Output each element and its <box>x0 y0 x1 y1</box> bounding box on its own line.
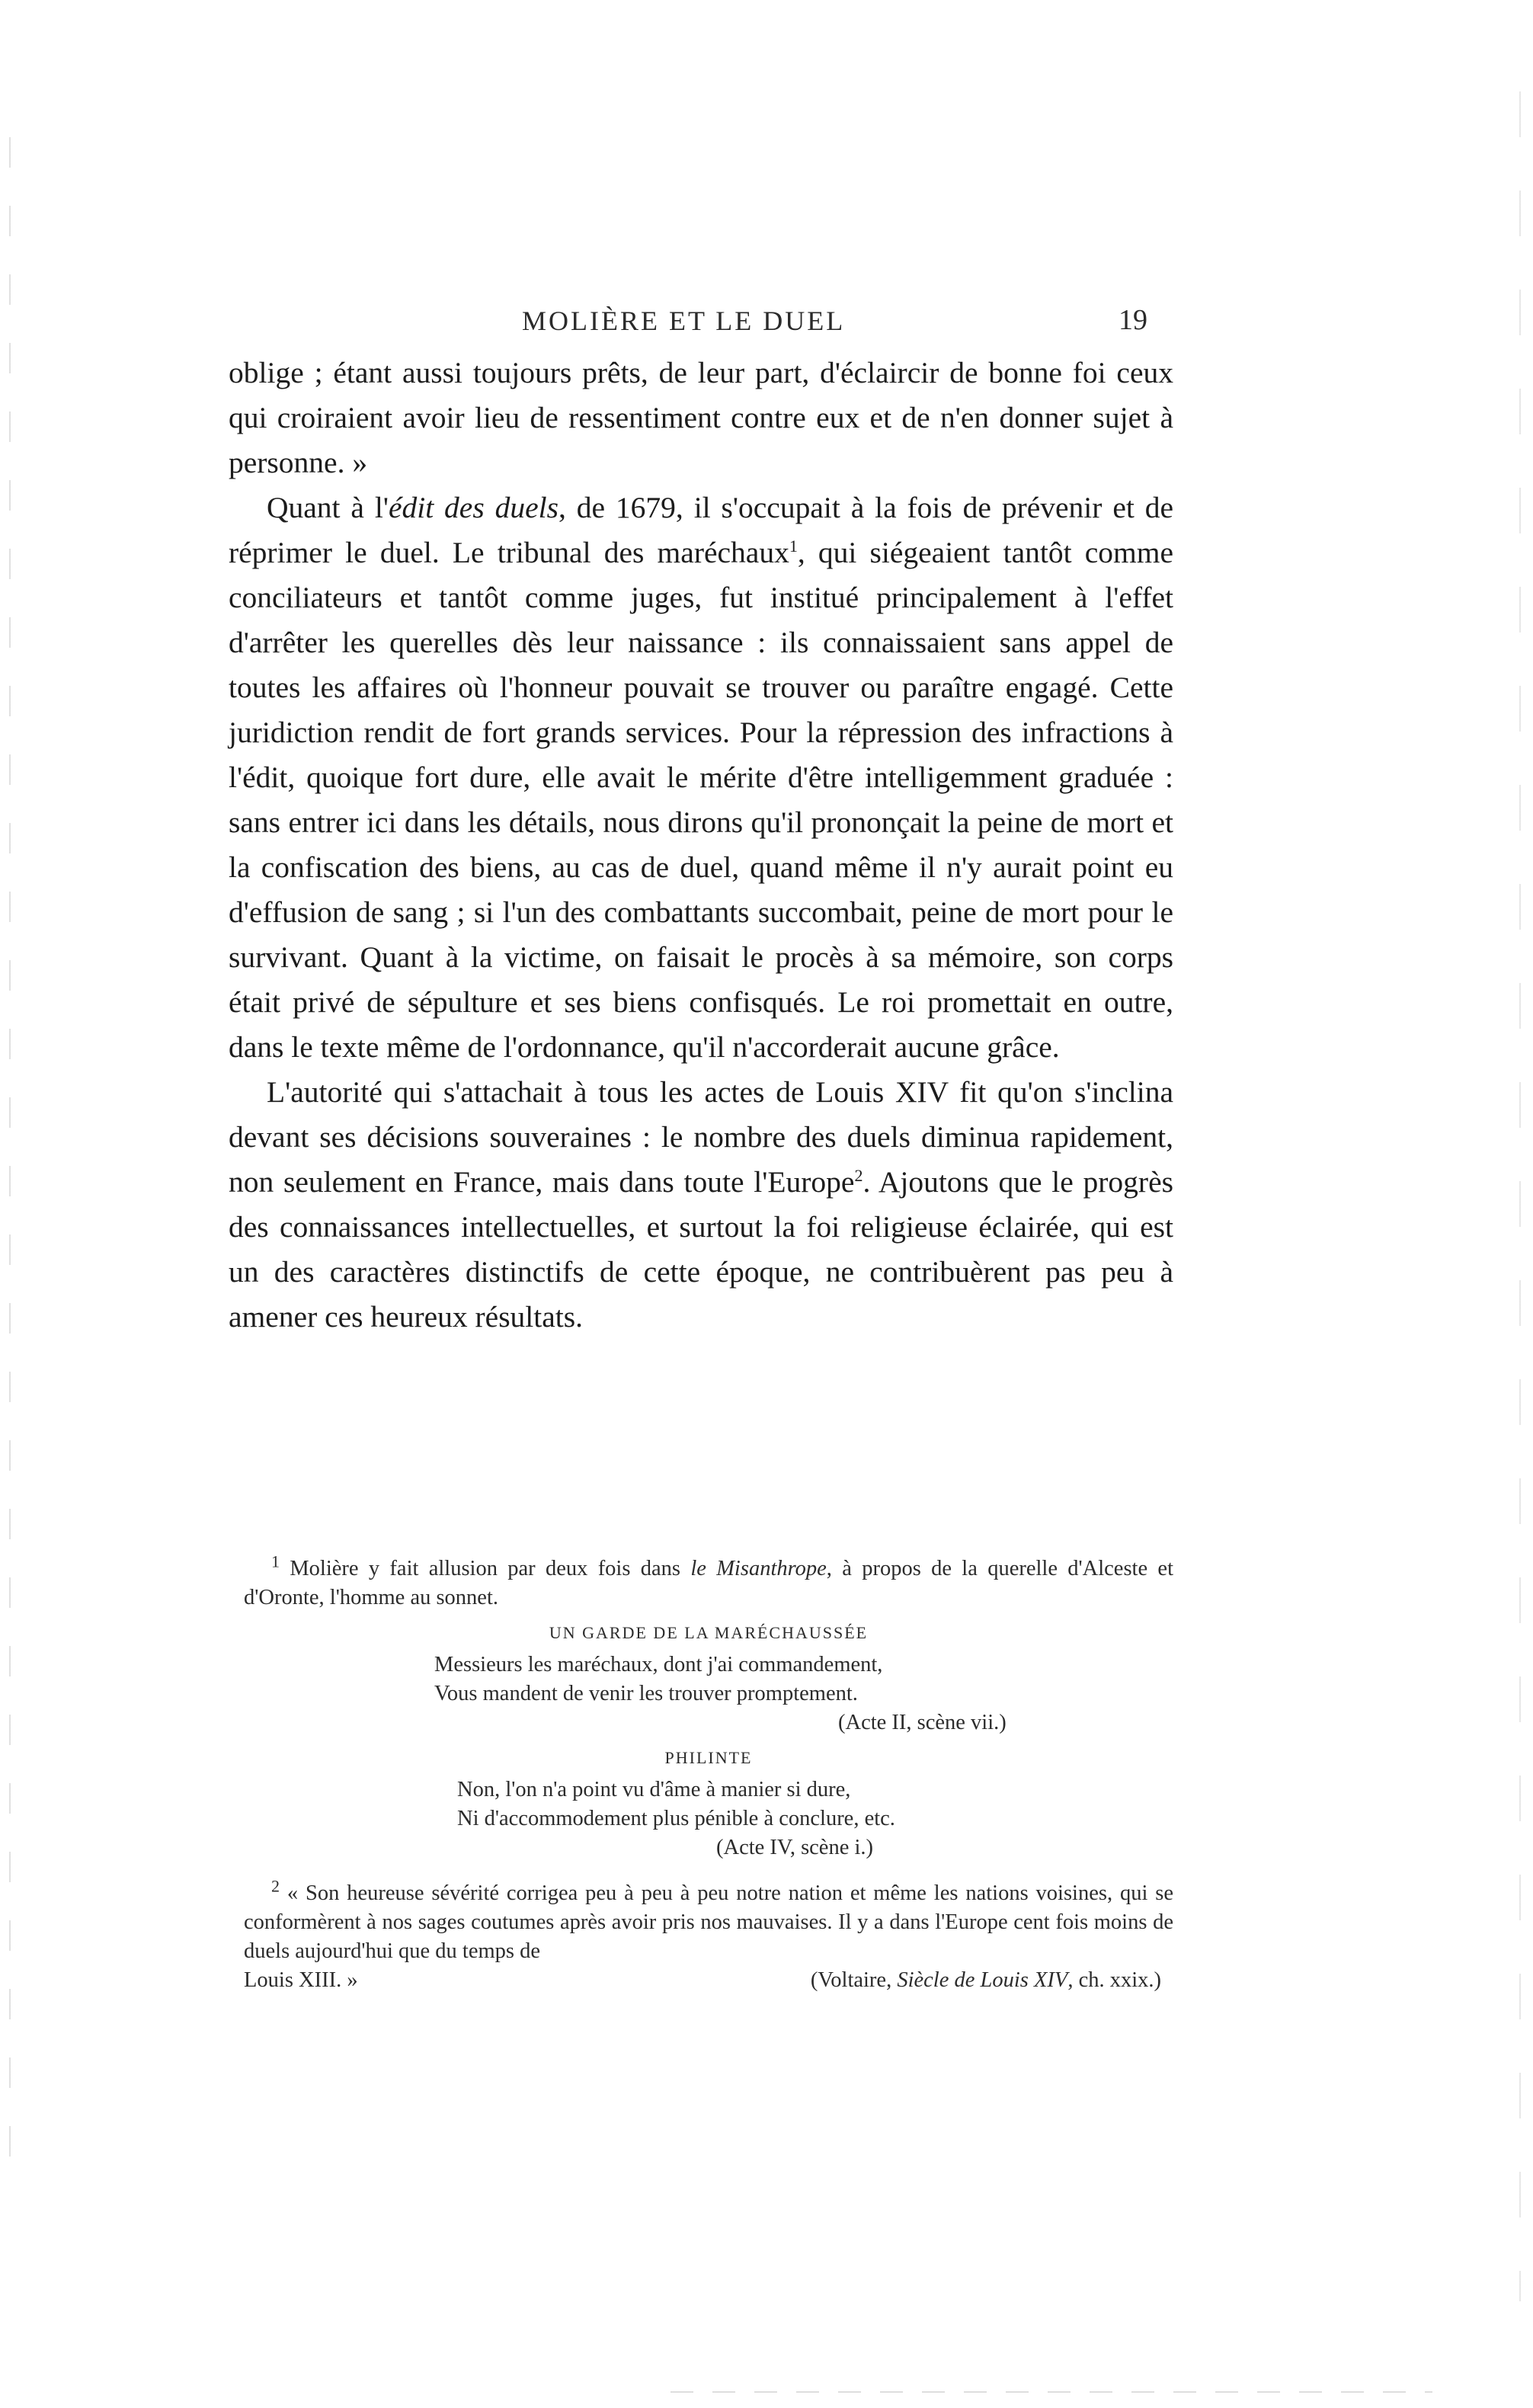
paragraph-edit-des-duels: Quant à l'édit des duels, de 1679, il s'occupait à la fois de prévenir et de réprimer le duel. Le tribunal des maréchaux$^1$, qui siégeaient tantôt comme conciliateurs et tantôt comme juges, fut institué principalement à l'effet d'arrêter les querelles dès leur naissance : ils connaissaient sans appel de toutes les affaires où l'honneur pouvait se trouver ou paraître engagé. Cette juridiction rendit de fort grands services. Pour la répression des infractions à l'édit, quoique fort dure, elle avait le mérite d'être intelligemment graduée : sans entrer ici dans les détails, nous dirons qu'il prononçait la peine de mort et la confiscation des biens, au cas de duel, quand même il n'y aurait point eu d'effusion de sang ; si l'un des combattants succombait, peine de mort pour le survivant. Quant à la victime, on faisait le procès à sa mémoire, son corps était privé de sépulture et ses biens confisqués. Le roi promettait en outre, dans le texte même de l'ordonnance, qu'il n'accorderait aucune grâce. <box>229 491 1173 1064</box>
scan-edge-right <box>1519 91 1521 2301</box>
main-text <box>229 351 1173 1340</box>
page-header <box>229 299 1173 344</box>
verse-line: Ni d'accommodement plus pénible à conclure, etc. <box>457 1807 895 1830</box>
italic-edit-des-duels: édit des duels <box>388 491 558 524</box>
verse-reference: (Acte IV, scène i.) <box>716 1836 874 1859</box>
footnote-1: $^1$ Molière y fait allusion par deux fois dans le Misanthrope, à propos de la querelle d'Alceste et d'Oronte, l'homme au sonnet. <box>244 1551 1174 1609</box>
footnote-2-last-line: Louis XIII. » (Voltaire, Siècle de Louis XIV, ch. xxix.) <box>244 1966 1173 1995</box>
verse-line: Vous mandent de venir les trouver promptement. <box>434 1682 858 1705</box>
footnote-ref-2: 2 <box>854 1165 863 1185</box>
speaker-philinte: PHILINTE <box>664 1748 753 1767</box>
paragraph-continued: oblige ; étant aussi toujours prêts, de leur part, d'éclaircir de bonne foi ceux qui croiraient avoir lieu de ressentiment contre eux et de n'en donner sujet à personne. » <box>229 356 1173 479</box>
paragraph-louis-xiv: L'autorité qui s'attachait à tous les actes de Louis XIV fit qu'on s'inclina devant ses décisions souveraines : le nombre des duels diminua rapidement, non seulement en France, mais dans toute l'Europe$^2$. Ajoutons que le progrès des connaissances intellectuelles, et surtout la foi religieuse éclairée, qui est un des caractères distinctifs de cette époque, ne contribuèrent pas peu à amener ces heureux résultats. <box>229 1075 1173 1334</box>
footnote-ref-1: 1 <box>789 536 798 556</box>
footnotes <box>244 1551 1174 1995</box>
verse-line: Non, l'on n'a point vu d'âme à manier si dure, <box>457 1778 851 1801</box>
verse-line: Messieurs les maréchaux, dont j'ai commandement, <box>434 1653 883 1676</box>
scan-edge-bottom <box>670 2391 1432 2393</box>
verse-reference: (Acte II, scène vii.) <box>838 1711 1007 1734</box>
speaker-garde: UN GARDE DE LA MARÉCHAUSSÉE <box>549 1623 869 1642</box>
running-title: MOLIÈRE ET LE DUEL <box>522 306 846 336</box>
footnote-2: $^2$ « Son heureuse sévérité corrigea peu à peu à peu notre nation et même les nations voisines, qui se conformèrent à nos sages coutumes après avoir pris nos mauvaises. Il y a dans l'Europe cent fois moins de duels aujourd'hui que du temps de <box>244 1876 1173 1963</box>
scan-edge-left <box>9 137 11 2195</box>
page-number: 19 <box>1119 304 1147 336</box>
footnote-2-source: (Voltaire, Siècle de Louis XIV, ch. xxix.) <box>810 1968 1161 1992</box>
